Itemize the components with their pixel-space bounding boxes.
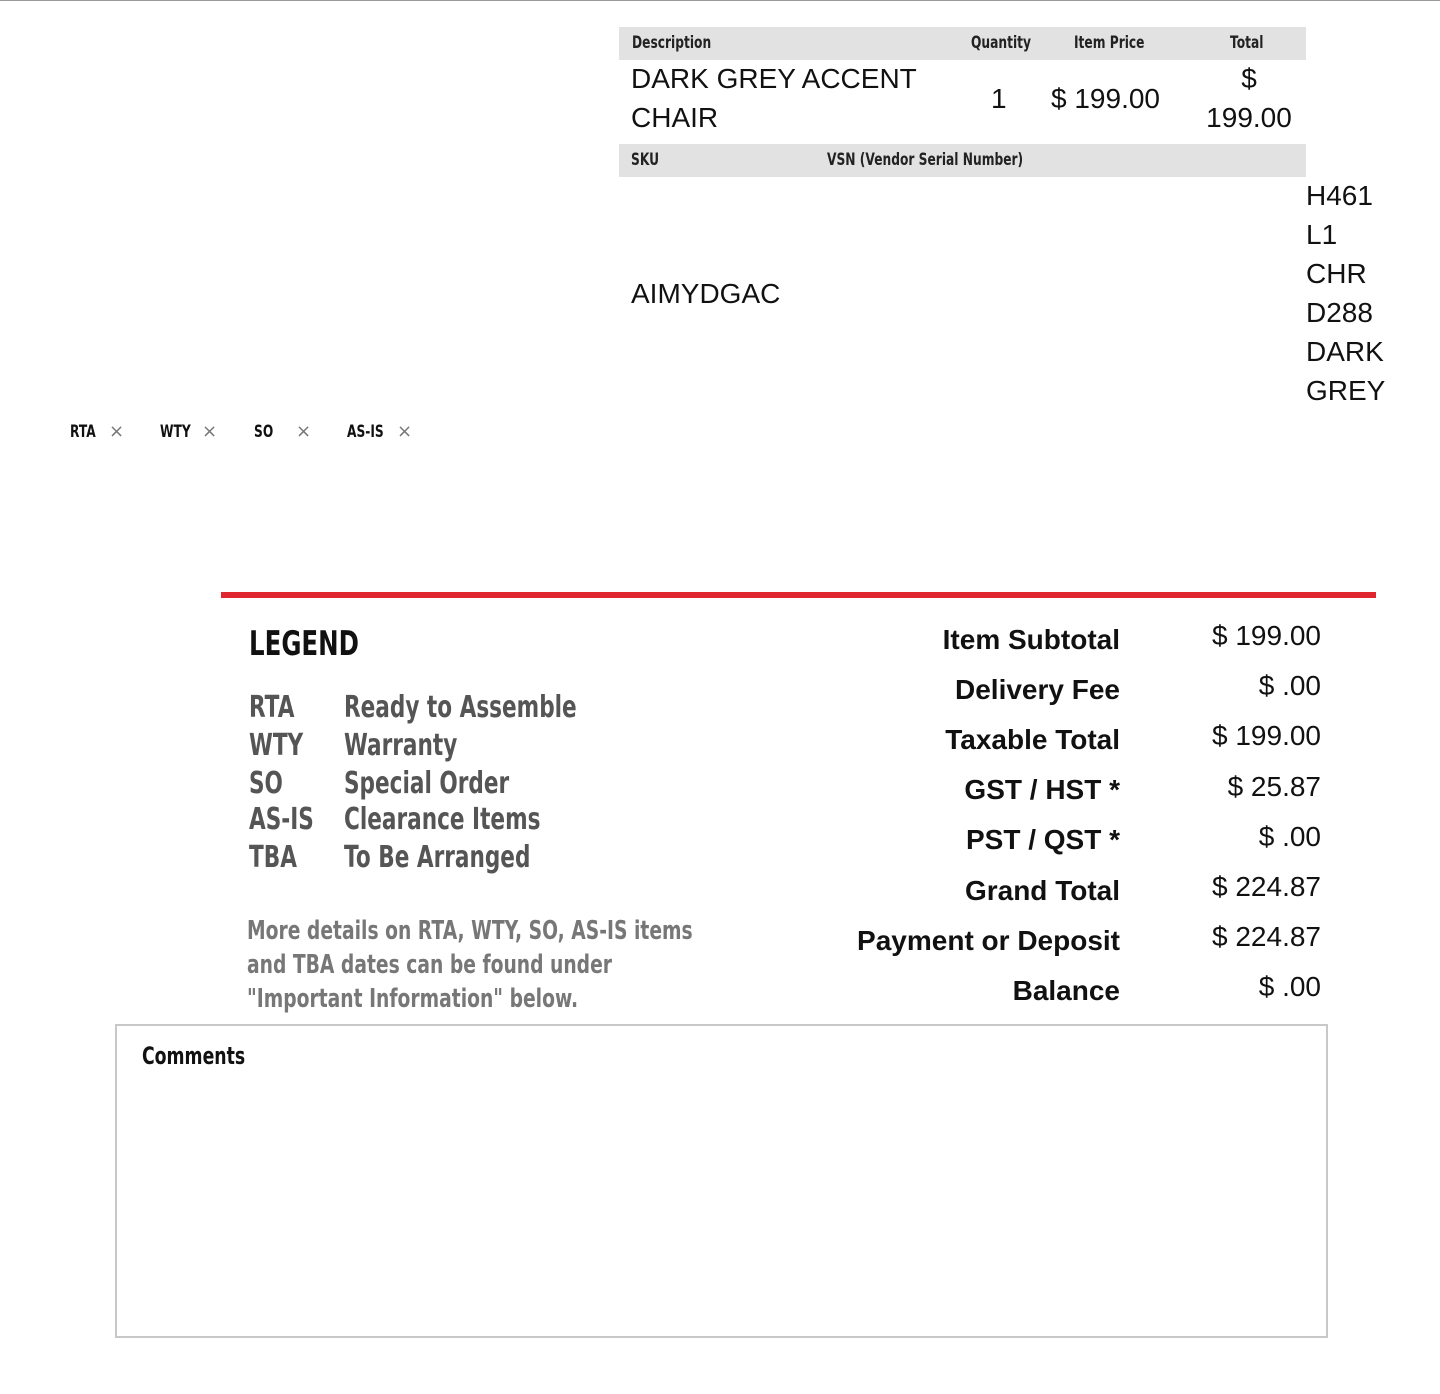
legend-desc: Special Order	[344, 766, 510, 801]
item-total	[1196, 59, 1302, 137]
item-price: $ 199.00	[1051, 83, 1160, 114]
flag-wty-mark-icon: ×	[202, 421, 218, 442]
legend-desc: To Be Arranged	[344, 840, 531, 875]
total-header: Total	[1230, 33, 1264, 53]
comments-box[interactable]	[115, 1024, 1328, 1338]
flag-as-is-mark-icon: ×	[397, 421, 413, 442]
balance-label: Balance	[1012, 975, 1120, 1006]
payment-deposit-value: $ 224.87	[1212, 921, 1321, 952]
item-description-line1: DARK GREY ACCENT	[631, 63, 917, 94]
totals-summary	[620, 620, 1330, 1020]
item-total-line2: 199.00	[1206, 102, 1292, 133]
gst-hst-value: $ 25.87	[1227, 771, 1321, 802]
item-description	[631, 59, 917, 137]
section-divider	[221, 592, 1376, 598]
legend-code: AS-IS	[249, 802, 314, 837]
sku-header: SKU	[631, 150, 660, 170]
sku-value: AIMYDGAC	[631, 278, 781, 309]
item-total-line1: $	[1241, 63, 1257, 94]
pst-qst-value: $ .00	[1258, 821, 1321, 852]
delivery-fee-value: $ .00	[1258, 670, 1321, 701]
taxable-total-label: Taxable Total	[945, 724, 1120, 755]
legend-code: WTY	[249, 728, 304, 763]
flag-rta-label: RTA	[70, 422, 96, 442]
description-header: Description	[632, 33, 712, 53]
vsn-line: CHR	[1306, 258, 1367, 289]
vsn-line: H461	[1306, 180, 1373, 211]
legend-note-line: and TBA dates can be found under	[247, 950, 613, 980]
flag-wty-label: WTY	[160, 422, 191, 442]
top-divider	[0, 0, 1440, 1]
pst-qst-label: PST / QST *	[965, 824, 1120, 855]
vsn-value	[1306, 176, 1385, 410]
vsn-line: GREY	[1306, 375, 1386, 406]
vsn-line: D288	[1306, 297, 1373, 328]
grand-total-label: Grand Total	[964, 875, 1120, 906]
delivery-fee-label: Delivery Fee	[955, 674, 1120, 705]
item-subtotal-label: Item Subtotal	[942, 624, 1120, 655]
gst-hst-label: GST / HST *	[964, 774, 1120, 805]
item-price-header: Item Price	[1074, 33, 1145, 53]
legend-title: LEGEND	[249, 624, 359, 664]
legend-note-line: More details on RTA, WTY, SO, AS-IS items	[247, 916, 693, 946]
flag-as-is-label: AS-IS	[347, 422, 384, 442]
item-quantity: 1	[991, 83, 1007, 114]
item-flags	[70, 422, 430, 446]
grand-total-value: $ 224.87	[1212, 871, 1321, 902]
balance-value: $ .00	[1258, 971, 1321, 1002]
legend-code: RTA	[249, 690, 295, 725]
vsn-header: VSN (Vendor Serial Number)	[827, 150, 1024, 170]
item-description-line2: CHAIR	[631, 102, 719, 133]
item-subtotal-value: $ 199.00	[1212, 620, 1321, 651]
legend-note-line: "Important Information" below.	[247, 984, 579, 1014]
sku-header-bar	[619, 144, 1306, 177]
item-table-header	[619, 27, 1306, 60]
vsn-line: DARK	[1306, 336, 1384, 367]
legend-code: SO	[249, 766, 283, 801]
vsn-line: L1	[1306, 219, 1338, 250]
quantity-header: Quantity	[971, 33, 1031, 53]
legend-desc: Warranty	[344, 728, 458, 763]
comments-label: Comments	[142, 1042, 246, 1070]
legend-desc: Clearance Items	[344, 802, 541, 837]
legend-desc: Ready to Assemble	[344, 690, 577, 725]
legend-code: TBA	[249, 840, 297, 875]
taxable-total-value: $ 199.00	[1212, 720, 1321, 751]
payment-deposit-label: Payment or Deposit	[857, 925, 1120, 956]
flag-rta-mark-icon: ×	[109, 421, 125, 442]
flag-so-mark-icon: ×	[296, 421, 312, 442]
flag-so-label: SO	[254, 422, 274, 442]
